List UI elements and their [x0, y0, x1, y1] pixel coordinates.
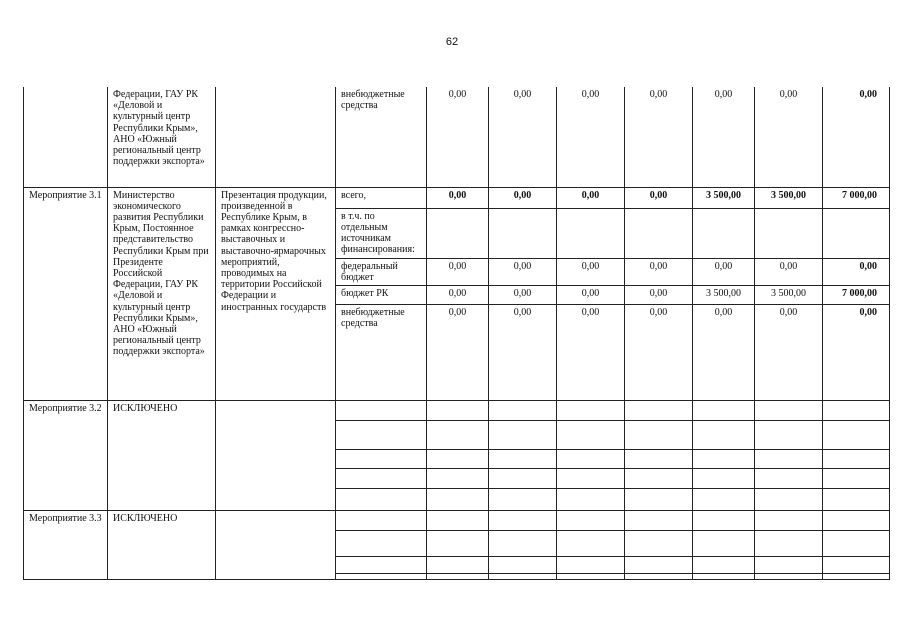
- value-cell: [557, 208, 625, 258]
- value-cell: 0,00: [755, 87, 823, 187]
- value-cell: 0,00: [427, 285, 489, 304]
- description-cell: Презентация продукции, произведенной в Республике Крым, в рамках конгрессно-выставочных и выставочно-ярмарочных мероприятий, проводимых на территории Российской Федерации и иностранных государств: [216, 187, 336, 400]
- value-cell: 0,00: [489, 187, 557, 208]
- value-cell: 3 500,00: [693, 187, 755, 208]
- value-cell: 0,00: [489, 87, 557, 187]
- value-cell: 0,00: [427, 187, 489, 208]
- table-row: [24, 87, 890, 187]
- funding-source: всего,: [336, 187, 427, 208]
- value-cell: 0,00: [755, 258, 823, 285]
- funding-source: внебюджетные средства: [336, 304, 427, 400]
- value-cell: [427, 208, 489, 258]
- value-cell: [489, 208, 557, 258]
- value-cell: 3 500,00: [693, 285, 755, 304]
- event-label: Мероприятие 3.3: [24, 510, 108, 579]
- value-cell: 0,00: [693, 258, 755, 285]
- value-cell: 0,00: [427, 87, 489, 187]
- status-cell: ИСКЛЮЧЕНО: [108, 510, 216, 579]
- value-cell: 0,00: [557, 258, 625, 285]
- value-cell-total: 7 000,00: [823, 187, 890, 208]
- organizations-cell: Министерство экономического развития Республики Крым, Постоянное представительство Республики Крым при Президенте Российской Федерации, ГАУ РК «Деловой и культурный центр Республики Крым», АНО «Южный региональный центр поддержки экспорта»: [108, 187, 216, 400]
- value-cell: 0,00: [693, 87, 755, 187]
- value-cell: 0,00: [625, 285, 693, 304]
- value-cell: 0,00: [557, 304, 625, 400]
- value-cell: 0,00: [625, 258, 693, 285]
- status-cell: ИСКЛЮЧЕНО: [108, 400, 216, 510]
- page-number: 62: [445, 36, 459, 48]
- value-cell: 0,00: [489, 304, 557, 400]
- value-cell: [625, 208, 693, 258]
- description-cell: [216, 87, 336, 187]
- funding-source: бюджет РК: [336, 285, 427, 304]
- description-cell: [216, 400, 336, 510]
- table-row: [24, 510, 890, 530]
- value-cell-total: 0,00: [823, 304, 890, 400]
- value-cell: 0,00: [625, 87, 693, 187]
- table-row: [24, 400, 890, 420]
- value-cell: 0,00: [557, 285, 625, 304]
- value-cell-total: 0,00: [823, 258, 890, 285]
- value-cell: 0,00: [755, 304, 823, 400]
- event-label: Мероприятие 3.1: [24, 187, 108, 400]
- value-cell: 0,00: [489, 285, 557, 304]
- funding-table: [23, 87, 890, 580]
- value-cell: 0,00: [557, 187, 625, 208]
- funding-source: внебюджетные средства: [336, 87, 427, 187]
- table-row: [24, 187, 890, 208]
- value-cell-total: 0,00: [823, 87, 890, 187]
- value-cell: 0,00: [625, 187, 693, 208]
- value-cell-total: 7 000,00: [823, 285, 890, 304]
- description-cell: [216, 510, 336, 579]
- value-cell: [693, 208, 755, 258]
- funding-source: федеральный бюджет: [336, 258, 427, 285]
- value-cell: 0,00: [693, 304, 755, 400]
- event-label: Мероприятие 3.2: [24, 400, 108, 510]
- value-cell: 0,00: [427, 258, 489, 285]
- organizations-cell: Федерации, ГАУ РК «Деловой и культурный центр Республики Крым», АНО «Южный региональный центр поддержки экспорта»: [108, 87, 216, 187]
- event-label-cell: [24, 87, 108, 187]
- value-cell: 3 500,00: [755, 285, 823, 304]
- value-cell: 0,00: [557, 87, 625, 187]
- value-cell: [755, 208, 823, 258]
- funding-source: в т.ч. по отдельным источникам финансирования:: [336, 208, 427, 258]
- value-cell: 3 500,00: [755, 187, 823, 208]
- value-cell-total: [823, 208, 890, 258]
- value-cell: 0,00: [625, 304, 693, 400]
- value-cell: 0,00: [489, 258, 557, 285]
- value-cell: 0,00: [427, 304, 489, 400]
